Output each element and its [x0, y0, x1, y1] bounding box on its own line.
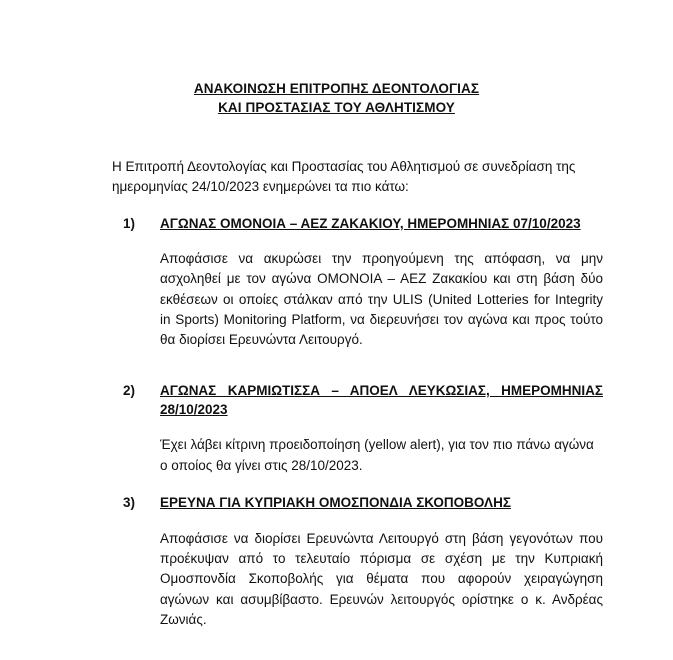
document-title-line-2: ΚΑΙ ΠΡΟΣΤΑΣΙΑΣ ΤΟΥ ΑΘΛΗΤΙΣΜΟΥ: [218, 100, 455, 115]
section-2-heading-line-2: 28/10/2023: [160, 402, 228, 417]
section-2-body-line-2: ο οποίος θα γίνει στις 28/10/2023.: [160, 458, 363, 473]
section-3-body-line-5: Ζωνιάς.: [160, 612, 207, 627]
section-1-number: 1): [123, 216, 136, 231]
section-1-heading: ΑΓΩΝΑΣ ΟΜΟΝΟΙΑ – ΑΕΖ ΖΑΚΑΚΙΟΥ, ΗΜΕΡΟΜΗΝΙΑΣ 07/10/2023: [160, 216, 581, 231]
section-2-heading-line-1: ΑΓΩΝΑΣ ΚΑΡΜΙΩΤΙΣΣΑ – ΑΠΟΕΛ ΛΕΥΚΩΣΙΑΣ, ΗΜΕΡΟΜΗΝΙΑΣ: [160, 383, 603, 398]
section-3-body-line-2: προέκυψαν από το τελευταίο πόρισμα σε σχέση με την Κυπριακή: [160, 551, 603, 566]
section-3-body-line-1: Αποφάσισε να διορίσει Ερευνώντα Λειτουργό στη βάση γεγονότων που: [160, 531, 603, 546]
section-1-body-line-5: θα διορίσει Ερευνώντα Λειτουργό.: [160, 332, 363, 347]
section-2-number: 2): [123, 383, 136, 398]
section-1-body-line-1: Αποφάσισε να ακυρώσει την προηγούμενη της απόφαση, να μην: [160, 251, 603, 266]
section-1-body-line-4: in Sports) Monitoring Platform, να διερευνήσει τον αγώνα και προς τούτο: [160, 312, 603, 327]
intro-paragraph-line-1: Η Επιτροπή Δεοντολογίας και Προστασίας του Αθλητισμού σε συνεδρίαση της: [112, 159, 576, 174]
section-3-body-line-3: Ομοσπονδία Σκοποβολής για θέματα που αφορούν χειραγώγηση: [160, 571, 603, 586]
section-3-heading: ΕΡΕΥΝΑ ΓΙΑ ΚΥΠΡΙΑΚΗ ΟΜΟΣΠΟΝΔΙΑ ΣΚΟΠΟΒΟΛΗΣ: [160, 495, 511, 510]
intro-paragraph-line-2: ημερομηνίας 24/10/2023 ενημερώνει τα πιο κάτω:: [112, 179, 409, 194]
document-title-line-1: ΑΝΑΚΟΙΝΩΣΗ ΕΠΙΤΡΟΠΗΣ ΔΕΟΝΤΟΛΟΓΙΑΣ: [193, 81, 480, 96]
section-2-body-line-1: Έχει λάβει κίτρινη προειδοποίηση (yellow alert), για τον πιο πάνω αγώνα: [160, 437, 594, 452]
section-3-number: 3): [123, 495, 136, 510]
section-3-body-line-4: αγώνων και ασυμβίβαστο. Ερευνών λειτουργός ορίστηκε ο κ. Ανδρέας: [160, 592, 603, 607]
section-1-body-line-3: εκθέσεων οι οποίες στάλκαν από την ULIS (United Lotteries for Integrity: [160, 292, 603, 307]
section-1-body-line-2: ασχοληθεί με τον αγώνα ΟΜΟΝΟΙΑ – ΑΕΖ Ζακακίου και στη βάση δύο: [160, 271, 603, 286]
